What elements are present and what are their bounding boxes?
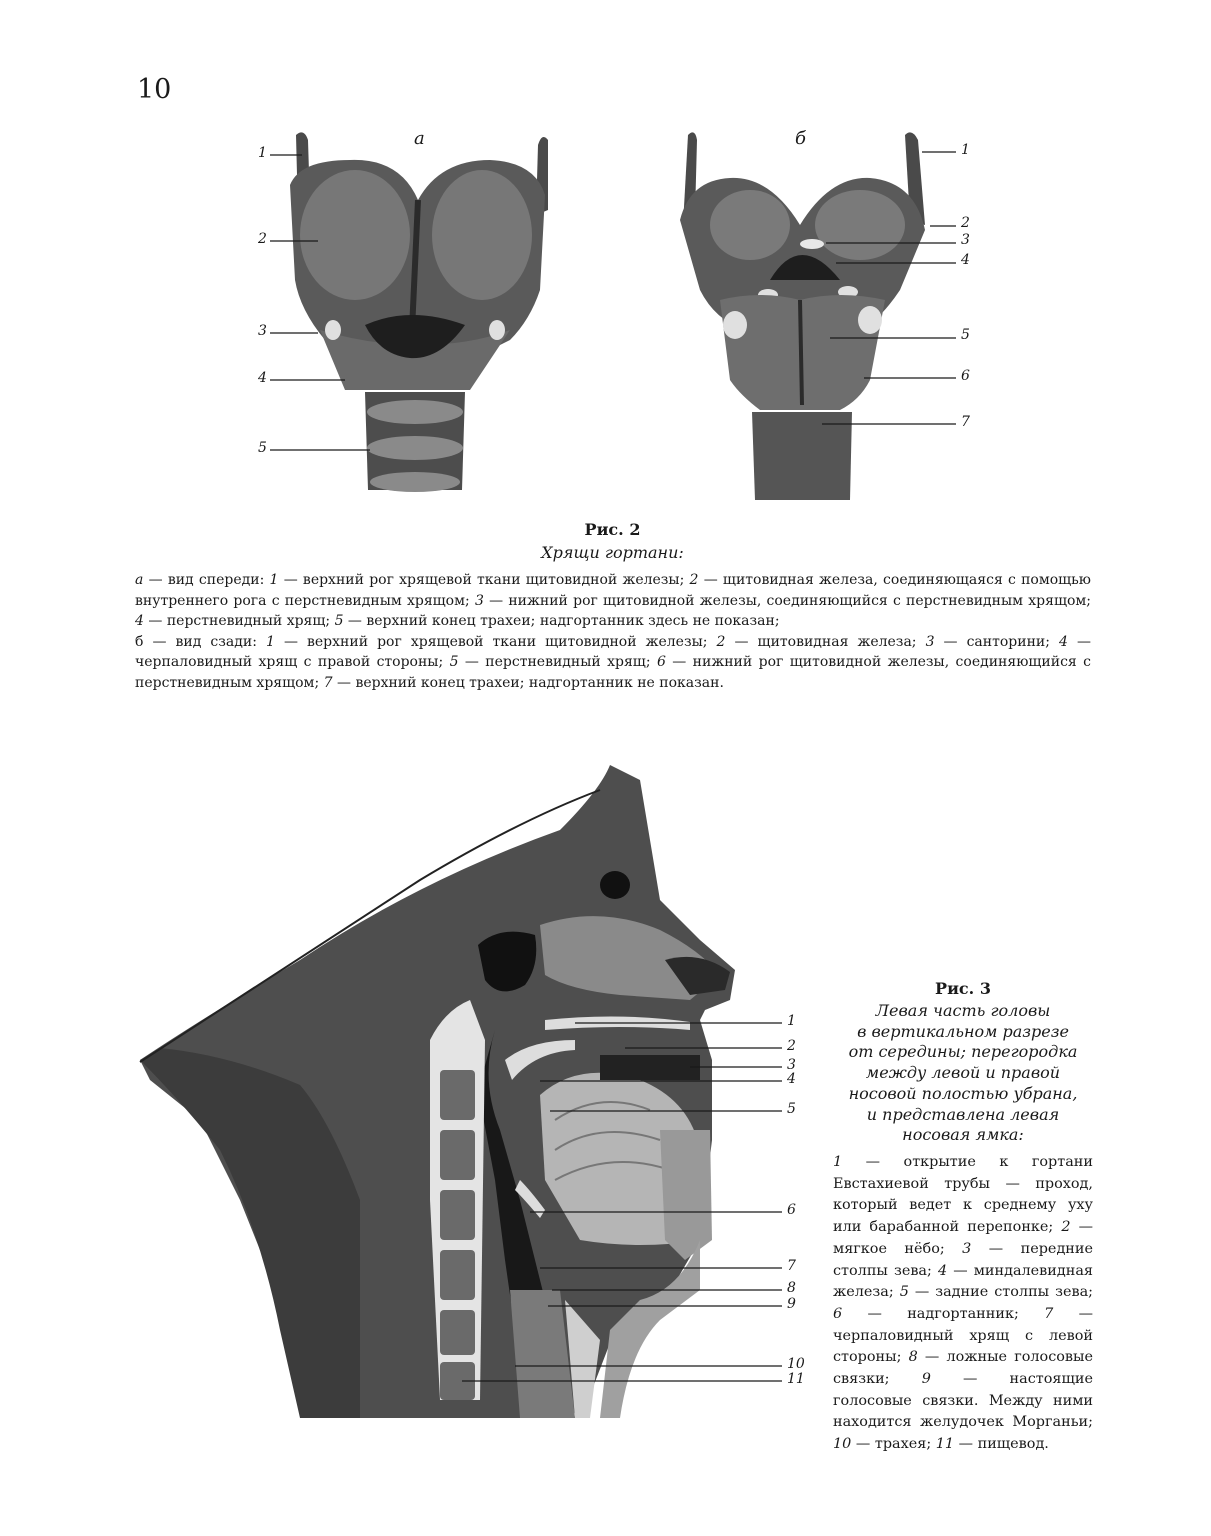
caption-segment: — надгортанник; <box>842 1305 1045 1322</box>
caption-segment: 4 <box>937 1262 948 1279</box>
caption-segment: 3 <box>962 1240 972 1257</box>
caption-segment: — перстневидный хрящ; <box>143 613 335 630</box>
callout-3-4: 4 <box>787 1071 796 1087</box>
caption-segment: 7 <box>323 674 333 691</box>
callout-a-5: 5 <box>258 440 267 456</box>
figure3-subtitle-line: носовой полостью убрана, <box>848 1083 1078 1103</box>
callout-b-6: 6 <box>961 368 970 384</box>
figure3-subtitle-line: от середины; перегородка <box>848 1042 1078 1062</box>
caption-segment: — верхний конец трахеи; надгортанник не показан. <box>332 674 724 691</box>
caption-segment: — щитовидная железа, соединяющаяся с помощью внутреннего рога с перстневидным хрящом; <box>135 572 1091 609</box>
caption-segment: 2 <box>716 633 726 650</box>
caption-segment: 1 <box>833 1154 843 1170</box>
caption-segment: 6 <box>656 654 666 671</box>
caption-segment: 1 <box>265 633 275 650</box>
caption-segment: — ложные голосовые связки; <box>833 1349 1093 1388</box>
figure3-subtitle-line: в вертикальном разрезе <box>857 1021 1069 1041</box>
figure3-subtitle-line: и представлена левая <box>866 1104 1060 1124</box>
callout-3-11: 11 <box>787 1371 805 1387</box>
figure3-subtitle-line: носовая ямка: <box>902 1125 1024 1145</box>
callout-3-1: 1 <box>787 1013 796 1029</box>
callout-b-3: 3 <box>961 232 970 248</box>
callout-3-2: 2 <box>787 1038 796 1054</box>
caption-segment: а <box>135 572 144 588</box>
caption-segment: — нижний рог щитовидной железы, соединяющийся с перстневидным хрящом; <box>483 592 1091 609</box>
callout-b-5: 5 <box>961 327 970 343</box>
caption-segment: — трахея; <box>851 1436 936 1453</box>
caption-segment: 9 <box>921 1371 931 1388</box>
caption-segment: — мягкое нёбо; <box>833 1219 1093 1257</box>
caption-segment: 4 <box>1059 633 1068 650</box>
callout-b-7: 7 <box>961 414 970 430</box>
caption-segment: — задние столпы зева; <box>908 1284 1094 1301</box>
figure3-subtitle-line: Левая часть головы <box>875 1001 1051 1020</box>
callout-b-4: 4 <box>961 252 970 268</box>
callout-3-8: 8 <box>787 1280 796 1296</box>
caption-segment: — пищевод. <box>954 1436 1049 1453</box>
figure2-title: Рис. 2 <box>584 520 641 539</box>
caption-segment: б — вид сзади: <box>135 633 266 650</box>
figure3-subtitle <box>833 1001 1093 1146</box>
callout-a-1: 1 <box>258 145 267 161</box>
callout-3-5: 5 <box>787 1101 796 1117</box>
callout-3-3: 3 <box>787 1057 796 1073</box>
caption-segment: — черпаловидный хрящ с левой стороны; <box>833 1305 1093 1366</box>
caption-segment: — нижний рог щитовидной железы, соединяющийся с перстневидным хрящом; <box>135 654 1092 691</box>
caption-segment: — черпаловидный хрящ с правой стороны; <box>135 633 1091 671</box>
panel-a-label: а <box>414 128 425 149</box>
callout-b-2: 2 <box>961 215 970 231</box>
callout-a-3: 3 <box>258 323 267 339</box>
callout-3-6: 6 <box>787 1202 796 1218</box>
caption-segment: — верхний конец трахеи; надгортанник здесь не показан; <box>343 613 780 630</box>
caption-segment: — передние столпы зева; <box>833 1240 1094 1279</box>
figure3-subtitle-line: между левой и правой <box>865 1063 1061 1083</box>
caption-segment: 1 <box>269 572 279 588</box>
caption-segment: — верхний рог хрящевой ткани щитовидной железы; <box>274 633 717 650</box>
caption-segment: 10 <box>833 1436 852 1453</box>
caption-segment: — верхний рог хрящевой ткани щитовидной железы; <box>278 572 690 588</box>
caption-segment: 5 <box>899 1284 909 1301</box>
caption-segment: — вид спереди: <box>143 572 270 588</box>
caption-segment: 11 <box>935 1436 955 1453</box>
caption-segment: — настоящие голосовые связки. Между ними находится желудочек Морганьи; <box>833 1371 1093 1431</box>
caption-segment: — щитовидная железа; <box>725 633 926 650</box>
caption-segment: 3 <box>474 592 484 609</box>
caption-segment: 5 <box>449 654 459 671</box>
caption-segment: 3 <box>925 633 935 650</box>
caption-segment: 2 <box>1061 1219 1071 1236</box>
caption-segment: — санторини; <box>934 633 1060 650</box>
figure3-title: Рис. 3 <box>935 979 991 998</box>
figure2-subtitle: Хрящи гортани: <box>541 543 684 562</box>
callout-b-1: 1 <box>961 142 970 158</box>
caption-segment: 4 <box>135 613 144 630</box>
caption-segment: 8 <box>908 1349 918 1366</box>
caption-segment: — перстневидный хрящ; <box>458 654 657 671</box>
panel-b-label: б <box>795 128 806 149</box>
callout-a-4: 4 <box>258 370 267 386</box>
callout-3-7: 7 <box>787 1258 796 1274</box>
caption-segment: — открытие к гортани Евстахиевой трубы — проход, который ведет к среднему уху или барабанной перепонке; <box>833 1154 1093 1236</box>
callout-a-2: 2 <box>258 231 267 247</box>
caption-segment: — миндалевидная железа; <box>833 1262 1093 1301</box>
callout-3-9: 9 <box>787 1296 796 1312</box>
caption-segment: 5 <box>334 613 344 630</box>
callout-3-10: 10 <box>787 1356 805 1372</box>
caption-segment: 2 <box>689 572 699 588</box>
page-number: 10 <box>137 74 172 105</box>
caption-segment: 7 <box>1044 1305 1054 1322</box>
figure3-caption <box>833 1152 1093 1456</box>
caption-segment: 6 <box>833 1305 843 1322</box>
